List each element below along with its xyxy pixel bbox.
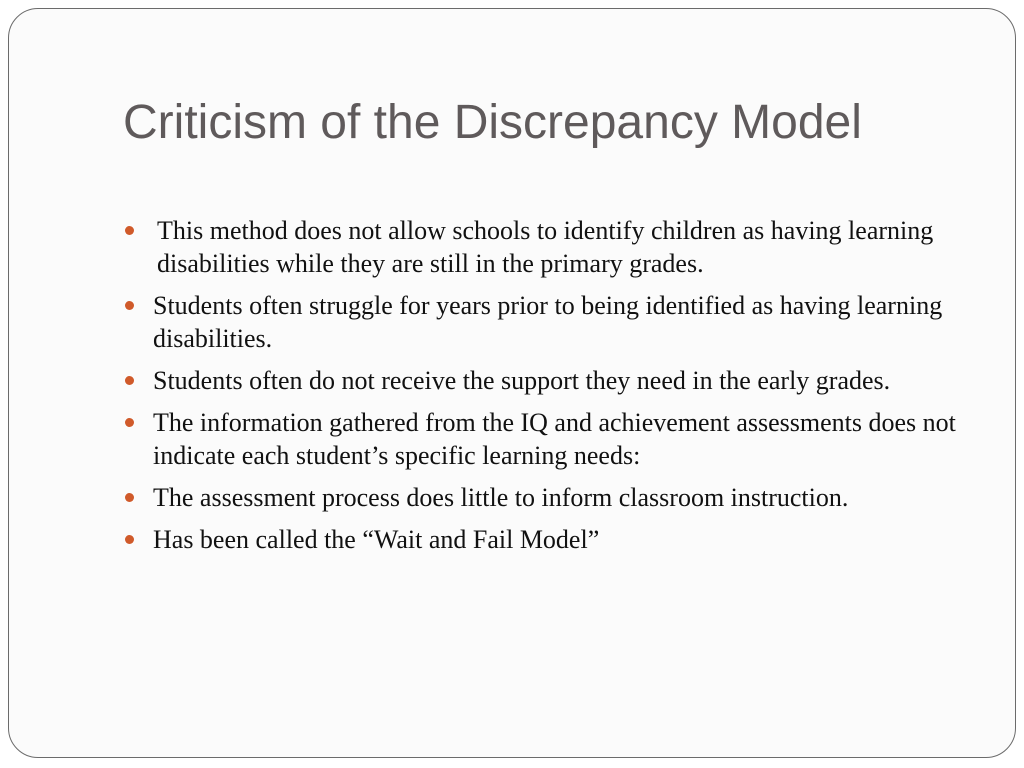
bullet-dot-icon	[125, 418, 134, 427]
bullet-item	[123, 364, 983, 397]
slide-frame	[8, 8, 1016, 758]
bullet-text: The assessment process does little to inform classroom instruction.	[153, 483, 849, 512]
bullet-text: Has been called the “Wait and Fail Model”	[153, 525, 600, 554]
bullet-list	[123, 214, 983, 565]
bullet-item	[123, 481, 983, 514]
bullet-dot-icon	[125, 493, 134, 502]
bullet-item	[123, 523, 983, 556]
bullet-dot-icon	[125, 376, 134, 385]
bullet-item	[123, 214, 983, 280]
slide-title: Criticism of the Discrepancy Model	[123, 96, 862, 149]
bullet-dot-icon	[125, 301, 134, 310]
bullet-text: This method does not allow schools to identify children as having learning disabilities while they are still in the primary grades.	[157, 216, 934, 278]
bullet-text: Students often struggle for years prior to being identified as having learning disabilities.	[153, 291, 943, 353]
bullet-dot-icon	[125, 535, 134, 544]
bullet-text: Students often do not receive the support they need in the early grades.	[153, 366, 891, 395]
bullet-item	[123, 289, 983, 355]
bullet-dot-icon	[125, 226, 134, 235]
bullet-text: The information gathered from the IQ and achievement assessments does not indicate each student’s specific learning needs:	[153, 408, 956, 470]
bullet-item	[123, 406, 983, 472]
